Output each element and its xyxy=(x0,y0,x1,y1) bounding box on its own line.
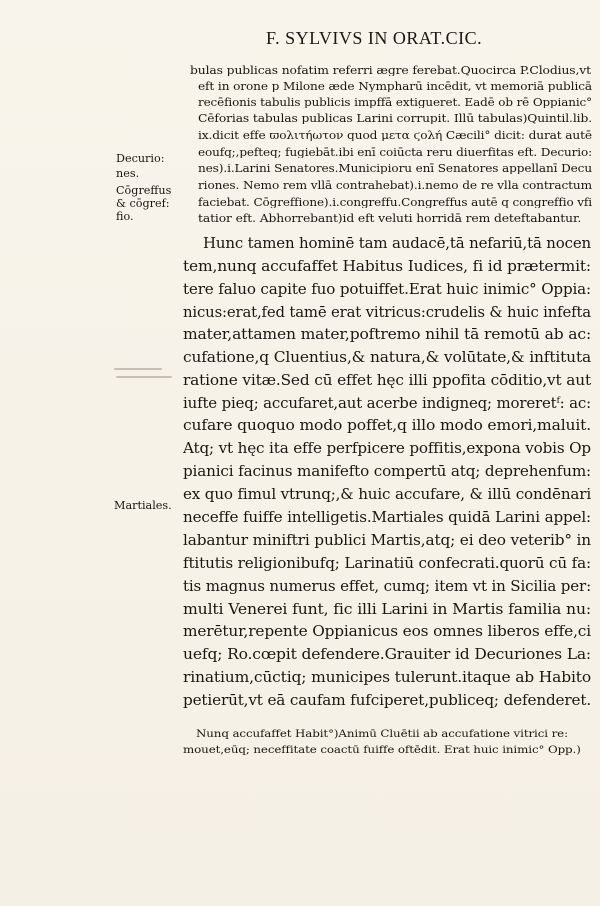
margin-note-line: Decurio: xyxy=(116,152,165,165)
margin-note-martiales xyxy=(114,498,172,513)
main-text-line: iufte pieq; accufaret,aut acerbe indigneq; moreretᶠ: ac: xyxy=(183,396,591,412)
main-text-line: multi Venerei funt, fic illi Larini in Martis familia nu: xyxy=(183,602,591,618)
main-text-line: uefq; Ro.cœpit defendere.Grauiter id Decuriones La: xyxy=(183,647,591,663)
main-text-line: ratione vitæ.Sed cū effet hęc illi ppofita cōditio,vt aut xyxy=(183,373,591,389)
footnote-line: Nunq accufaffet Habit°)Animū Cluētii ab accufatione vitrici re: xyxy=(196,729,568,740)
main-text-line: tere faluo capite fuo potuiffet.Erat huic inimic° Oppia: xyxy=(183,282,591,298)
commentary-line: faciebat. Cōgreffione).i.congreffu.Congreffus autē q congreffio vfi xyxy=(198,197,592,208)
commentary-line: recēfionis tabulis publicis impffā extigueret. Eadē ob rē Oppianic° xyxy=(198,97,592,108)
main-text-line: cufare quoquo modo poffet,q illo modo emori,maluit. xyxy=(183,418,591,434)
main-text-line: rinatium,cūctiq; municipes tulerunt.itaque ab Habito xyxy=(183,670,591,686)
main-text-line: neceffe fuiffe intelligetis.Martiales quidā Larini appel: xyxy=(183,510,591,526)
margin-note-line: & cōgref: xyxy=(116,197,170,210)
main-text-line: tis magnus numerus effet, cumq; item vt in Sicilia per: xyxy=(183,579,591,595)
margin-note-line: Cōgreffus xyxy=(116,184,172,197)
commentary-line: riones. Nemo rem vllā contrahebat).i.nemo de re vlla contractum xyxy=(198,180,592,191)
margin-note-decuriones xyxy=(116,151,165,181)
commentary-line: eoufq;,pefteq; fugiebāt.ibi enī coiūcta reru diuerfitas eft. Decurio: xyxy=(198,147,592,158)
commentary-line: Cēforias tabulas publicas Larini corrupit. Illū tabulas)Quintil.lib. xyxy=(198,113,592,124)
commentary-line: eft in orone p Milone æde Nympharū incēdit, vt memoriā publicā xyxy=(198,81,592,92)
main-text-line: merētur,repente Oppianicus eos omnes liberos effe,ci xyxy=(183,624,591,640)
main-text-line: ex quo fimul vtrunq;,& huic accufare, & illū condēnari xyxy=(183,487,591,503)
main-text-line: mater,attamen mater,poftremo nihil tā remotū ab ac: xyxy=(183,327,591,343)
main-text-line: tem,nunq accufaffet Habitus Iudices, fi id prætermit: xyxy=(183,259,591,275)
margin-note-line: fio. xyxy=(116,210,134,223)
margin-note-line: nes. xyxy=(116,167,140,180)
commentary-line: ix.dicit effe ϖολιτήωτον quod μετα ϛολή Cæcili° dicit: durat autē xyxy=(198,130,592,141)
commentary-line: bulas publicas nofatim referri ægre ferebat.Quocirca P.Clodius,vt xyxy=(190,65,591,76)
faded-marginal-mark xyxy=(112,366,178,386)
main-text-line: cufatione,q Cluentius,& natura,& volūtate,& inftituta xyxy=(183,350,591,366)
main-text-line: petierūt,vt eā caufam fufciperet,publiceq; defenderet. xyxy=(183,693,591,709)
main-text-line: labantur miniftri publici Martis,atq; ei deo veterib° in xyxy=(183,533,591,549)
main-text-line: nicus:erat,fed tamē erat vitricus:crudelis & huic infefta xyxy=(183,305,591,321)
main-text-line: pianici facinus manifefto compertū atq; deprehenfum: xyxy=(183,464,591,480)
commentary-line: nes).i.Larini Senatores.Municipioru enī Senatores appellanī Decu xyxy=(198,163,592,174)
main-text-line: ftitutis religionibufq; Larinatiū confecrati.quorū cū fa: xyxy=(183,556,591,572)
main-text-line: Hunc tamen hominē tam audacē,tā nefariū,tā nocen xyxy=(203,236,591,252)
margin-note-congressus xyxy=(116,184,171,223)
footnote-line: mouet,eūq; neceffitate coactū fuiffe oftēdit. Erat huic inimic° Opp.) xyxy=(183,745,581,756)
running-header: F. SYLVIVS IN ORAT.CIC. xyxy=(266,28,483,48)
main-text-line: Atq; vt hęc ita effe perfpicere poffitis,expona vobis Op xyxy=(183,441,591,457)
margin-note-line: Martiales. xyxy=(114,499,172,512)
commentary-line: tatior eft. Abhorrebant)id eft veluti horridā rem deteftabantur. xyxy=(198,213,582,224)
